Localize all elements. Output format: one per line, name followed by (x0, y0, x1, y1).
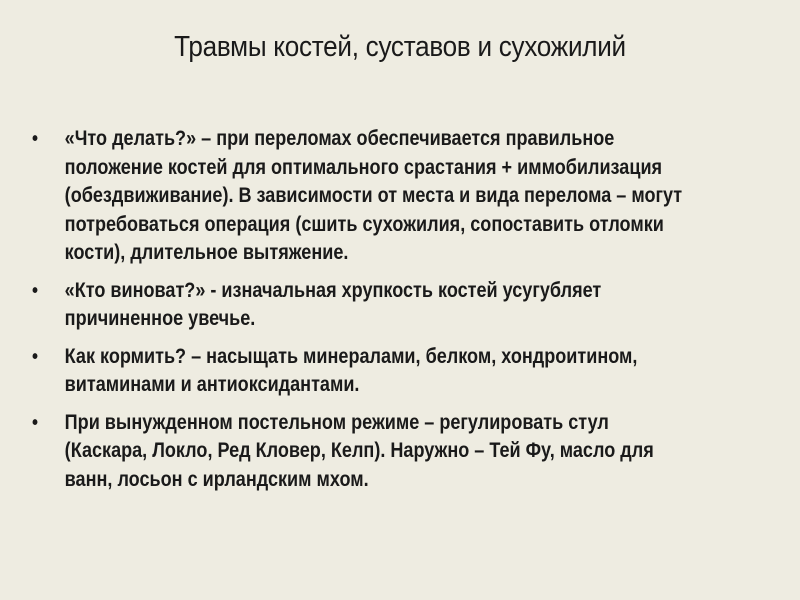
bullet-marker-icon: • (32, 279, 39, 302)
bullet-text: «Кто виноват?» - изначальная хрупкость костей усугубляет причиненное увечье. (64, 278, 602, 330)
bullet-item-who-is-to-blame (32, 277, 692, 334)
bullet-marker-icon: • (32, 345, 39, 368)
slide-title: Травмы костей, суставов и сухожилий (174, 31, 626, 63)
bullet-text: При вынужденном постельном режиме – регулировать стул (Каскара, Локло, Ред Кловер, Келп). Наружно – Тей Фу, масло для ванн, лосьон с ирландским мхом. (64, 410, 654, 491)
bullet-marker-icon: • (32, 128, 39, 150)
bullet-marker-icon: • (32, 411, 39, 434)
bullet-list (32, 125, 800, 503)
bullet-text: Как кормить? – насыщать минералами, белком, хондроитином, витаминами и антиоксидантами. (64, 344, 638, 396)
bullet-item-bed-rest (32, 409, 692, 495)
bullet-text: «Что делать?» – при переломах обеспечивается правильное положение костей для оптимального срастания + иммобилизация (обездвиживание). В зависимости от места и вида перелома – могут потребоваться операция (сшить сухожилия, сопоставить отломки кости), длительное вытяжение. (64, 127, 683, 264)
bullet-item-how-to-feed (32, 343, 692, 400)
bullet-item-what-to-do (32, 125, 692, 268)
